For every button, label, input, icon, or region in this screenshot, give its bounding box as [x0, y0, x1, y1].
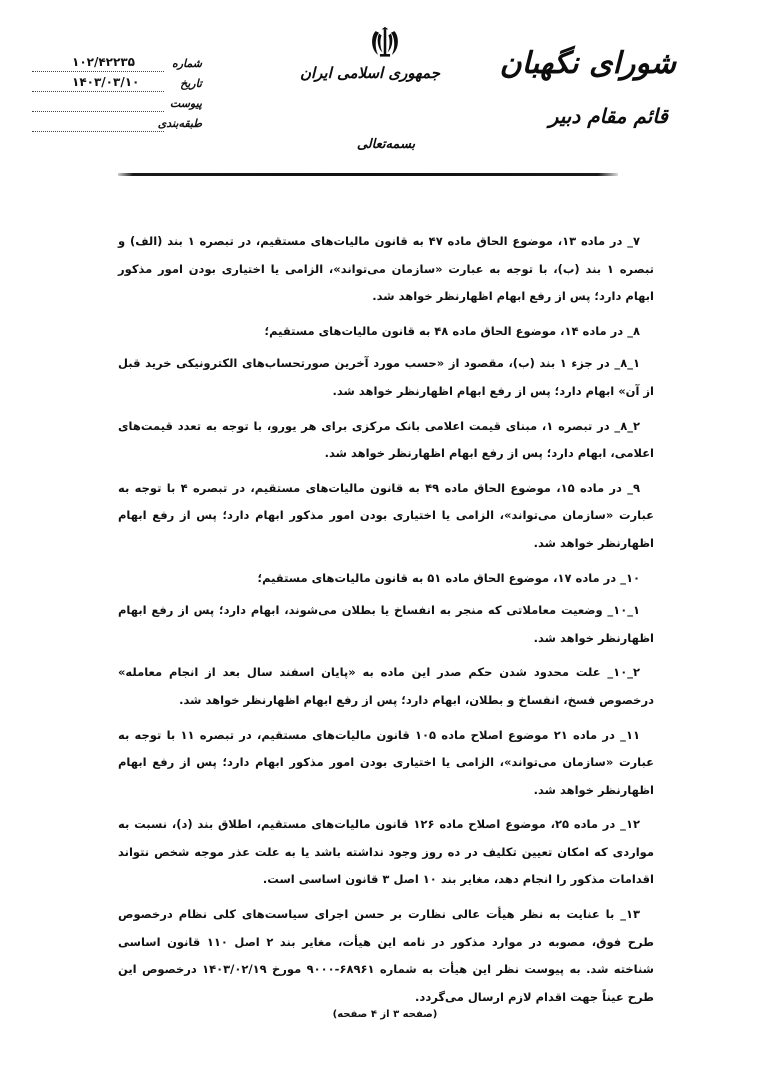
paragraph-item-10: ۱۰_ در ماده ۱۷، موضوع الحاق ماده ۵۱ به قانون مالیات‌های مستقیم؛	[257, 570, 640, 585]
council-name: شورای نگهبان	[499, 46, 676, 81]
paragraph-item-11: ۱۱_ در ماده ۲۱ موضوع اصلاح ماده ۱۰۵ قانون مالیات‌های مستقیم، در تبصره ۱۱ با توجه به عبارت «سازمان می‌تواند»، الزامی یا اختیاری بودن امور مذکور ابهام دارد؛ پس از رفع ابهام اظهارنظر خواهد شد.	[118, 727, 654, 797]
letter-number: ۱۰۲/۴۲۲۳۵	[32, 55, 164, 72]
paragraph-item-13: ۱۳_ با عنایت به نظر هیأت عالی نظارت بر حسن اجرای سیاست‌های کلی نظام درخصوص طرح فوق، مصوبه در موارد مذکور در نامه این هیأت، مغایر بند ۲ اصل ۱۱۰ قانون اساسی شناخته شد. به پیوست نظر این هیأت به شماره ۶۸۹۶۱-۹۰۰۰ مورخ ۱۴۰۳/۰۲/۱۹ درخصوص این طرح عیناً جهت اقدام لازم ارسال می‌گردد.	[118, 907, 655, 1004]
paragraph-item-12: ۱۲_ در ماده ۲۵، موضوع اصلاح ماده ۱۲۶ قانون مالیات‌های مستقیم، اطلاق بند (د)، نسبت به مواردی که امکان تعیین تکلیف در ده روز وجود نداشته باشد یا به علت عذر موجه شخص نتواند اقدامات مذکور را انجام دهد، مغایر بند ۱۰ اصل ۳ قانون اساسی است.	[118, 817, 654, 887]
paragraph-item-10-2: ۲_۱۰_ علت محدود شدن حکم صدر این ماده به «پایان اسفند سال بعد از انجام معامله» درخصوص فسخ، انفساخ و بطلان، ابهام دارد؛ پس از رفع ابهام اظهارنظر خواهد شد.	[118, 665, 654, 707]
header-divider	[118, 173, 618, 176]
republic-name: جمهوری اسلامی ایران	[299, 64, 440, 82]
letterhead-council	[476, 44, 676, 130]
letter-attachment	[32, 95, 164, 112]
meta-number	[32, 52, 202, 72]
letter-classification	[32, 115, 164, 132]
meta-date	[32, 72, 202, 92]
bismillah-heading: بسمه‌تعالی	[356, 137, 416, 152]
meta-label: پیوست	[169, 97, 202, 110]
meta-label: تاریخ	[180, 77, 202, 90]
paragraph-item-8: ۸_ در ماده ۱۴، موضوع الحاق ماده ۴۸ به قانون مالیات‌های مستقیم؛	[264, 323, 640, 338]
letter-body	[118, 228, 654, 1018]
meta-label: شماره	[171, 57, 202, 70]
paragraph-item-8-1: ۱_۸_ در جزء ۱ بند (ب)، مقصود از «حسب مورد آخرین صورتحساب‌های الکترونیکی خرید قبل از آن» ابهام دارد؛ پس از رفع ابهام اظهارنظر خواهد شد.	[118, 356, 654, 398]
council-subtitle: قائم مقام دبیر	[548, 104, 668, 128]
paragraph-item-9: ۹_ در ماده ۱۵، موضوع الحاق ماده ۴۹ به قانون مالیات‌های مستقیم، در تبصره ۴ با توجه به عبارت «سازمان می‌تواند»، الزامی یا اختیاری بودن امور مذکور ابهام دارد؛ پس از رفع ابهام اظهارنظر خواهد شد.	[118, 480, 654, 550]
paragraph-item-7: ۷_ در ماده ۱۳، موضوع الحاق ماده ۴۷ به قانون مالیات‌های مستقیم، در تبصره ۱ بند (الف) و تبصره ۱ بند (ب)، با توجه به عبارت «سازمان می‌تواند»، الزامی یا اختیاری بودن امور مذکور ابهام دارد؛ پس از رفع ابهام اظهارنظر خواهد شد.	[118, 234, 654, 304]
letter-meta	[32, 52, 202, 132]
paragraph-item-8-2: ۲_۸_ در تبصره ۱، مبنای قیمت اعلامی بانک مرکزی برای هر یورو، با توجه به تعدد قیمت‌های اعلامی، ابهام دارد؛ پس از رفع ابهام اظهارنظر خواهد شد.	[118, 418, 654, 461]
letterhead-republic	[299, 26, 440, 84]
meta-classification	[32, 112, 202, 132]
meta-label: طبقه‌بندی	[157, 117, 202, 130]
iran-emblem-icon	[368, 26, 402, 60]
page-number: (صفحه ۳ از ۴ صفحه)	[332, 1009, 438, 1020]
letter-date: ۱۴۰۳/۰۳/۱۰	[32, 75, 164, 92]
meta-attachment	[32, 92, 202, 112]
paragraph-item-10-1: ۱_۱۰_ وضعیت معاملاتی که منجر به انفساخ یا بطلان می‌شوند، ابهام دارد؛ پس از رفع ابهام اظهارنظر خواهد شد.	[118, 603, 654, 645]
